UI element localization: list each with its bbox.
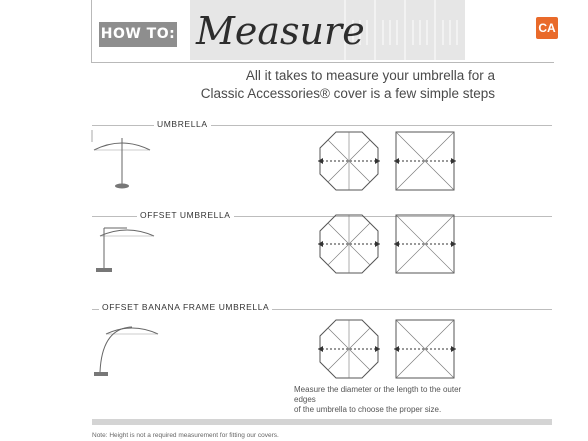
bottom-divider-bar [92, 419, 552, 425]
measure-instruction [294, 385, 474, 415]
offset-umbrella-illustration-icon [92, 222, 182, 284]
intro-line-1: All it takes to measure your umbrella for a [245, 68, 495, 83]
banana-umbrella-illustration-icon [92, 318, 182, 380]
intro-line-2: Classic Accessories® cover is a few simple steps [200, 86, 495, 101]
square-length-diagram-icon [394, 213, 456, 275]
classic-accessories-logo-icon: CA [536, 17, 558, 39]
square-length-diagram-icon [394, 130, 456, 192]
page-title: Measure [196, 9, 365, 53]
umbrella-illustration-icon [92, 130, 182, 192]
measure-instruction-line-1: Measure the diameter or the length to the outer edges [294, 385, 462, 404]
footnote: Note: Height is not a required measurement for fitting our covers. [92, 432, 279, 439]
how-to-label: HOW TO: [99, 22, 177, 47]
octagon-diameter-diagram-icon [318, 130, 380, 192]
square-length-diagram-icon [394, 318, 456, 380]
octagon-diameter-diagram-icon [318, 318, 380, 380]
octagon-diameter-diagram-icon [318, 213, 380, 275]
intro-text [175, 67, 495, 103]
section-title-offset-umbrella: OFFSET UMBRELLA [137, 210, 234, 220]
measure-instruction-line-2: of the umbrella to choose the proper size. [294, 405, 442, 414]
section-title-offset-banana-frame-umbrella: OFFSET BANANA FRAME UMBRELLA [99, 302, 272, 312]
section-title-umbrella: UMBRELLA [154, 119, 211, 129]
